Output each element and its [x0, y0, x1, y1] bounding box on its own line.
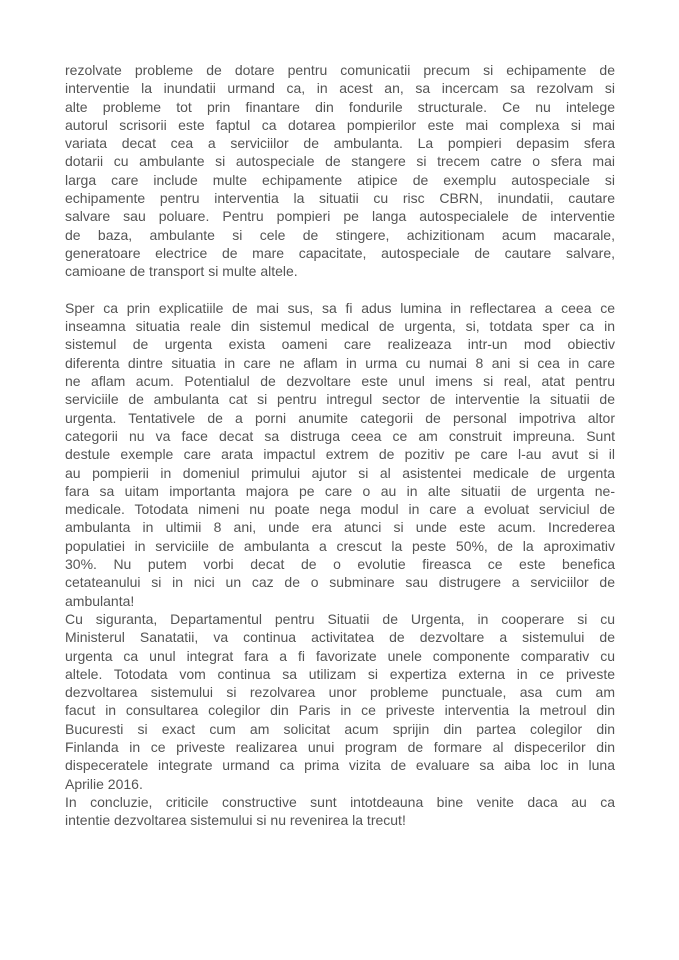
text-line: populatiei in serviciile de ambulanta a crescut la peste 50%, de la aproximativ	[65, 537, 615, 554]
text-line: diferenta dintre situatia in care ne aflam in urma cu numai 8 ani si cea in care	[65, 354, 615, 371]
text-line: urgenta. Tentativele de a porni anumite categorii de personal impotriva altor	[65, 409, 615, 426]
paragraph	[65, 610, 615, 793]
text-line: Aprilie 2016.	[65, 775, 143, 792]
paragraph	[65, 61, 615, 281]
text-line: ambulanta in ultimii 8 ani, unde era atunci si unde este acum. Increderea	[65, 519, 615, 536]
document-page	[65, 61, 615, 829]
text-line: altele. Totodata vom continua sa utilizam si expertiza externa in ce priveste	[65, 665, 615, 682]
text-line: facut in consultarea colegilor din Paris in ce priveste interventia la metroul din	[65, 702, 615, 719]
text-line: dezvoltarea sistemului si rezolvarea unor probleme punctuale, asa cum am	[65, 684, 615, 701]
text-line: rezolvate probleme de dotare pentru comunicatii precum si echipamente de	[65, 62, 615, 78]
text-line: destule exemple care arata impactul extrem de pozitiv pe care l-au avut si il	[65, 446, 615, 463]
text-line: sistemul de urgenta exista oameni care realizeaza intr-un mod obiectiv	[65, 336, 615, 353]
text-line: Finlanda in ce priveste realizarea unui program de formare al dispecerilor din	[65, 738, 615, 755]
text-line: alte probleme tot prin finantare din fondurile structurale. Ce nu intelege	[65, 98, 615, 115]
text-line: In concluzie, criticile constructive sunt intotdeauna bine venite daca au ca	[65, 793, 615, 810]
text-line: Sper ca prin explicatiile de mai sus, sa fi adus lumina in reflectarea a ceea ce	[65, 299, 615, 316]
text-line: de baza, ambulante si cele de stingere, achizitionam acum macarale,	[65, 226, 615, 243]
text-line: Bucuresti si exact cum am solicitat acum sprijin din partea colegilor din	[65, 720, 615, 737]
text-line: interventie la inundatii urmand ca, in acest an, sa incercam sa rezolvam si	[65, 80, 615, 97]
text-line: echipamente pentru interventia la situatii cu risc CBRN, inundatii, cautare	[65, 190, 615, 207]
text-line: ambulanta!	[65, 592, 135, 609]
text-line: au pompierii in domeniul primului ajutor si al asistentei medicale de urgenta	[65, 464, 615, 481]
text-line: camioane de transport si multe altele.	[65, 263, 298, 280]
paragraph	[65, 299, 615, 610]
text-line: medicale. Totodata nimeni nu poate nega modul in care a evoluat serviciul de	[65, 501, 615, 518]
paragraph	[65, 793, 615, 830]
text-line: ne aflam acum. Potentialul de dezvoltare este unul imens si real, atat pentru	[65, 373, 615, 390]
text-line: autorul scrisorii este faptul ca dotarea pompierilor este mai complexa si mai	[65, 116, 615, 133]
text-line: Cu siguranta, Departamentul pentru Situatii de Urgenta, in cooperare si cu	[65, 610, 615, 627]
text-line: fara sa uitam importanta majora pe care o au in alte situatii de urgenta ne-	[65, 482, 615, 499]
text-line: inseamna situatia reale din sistemul medical de urgenta, si, totdata sper ca in	[65, 318, 615, 335]
text-line: salvare sau poluare. Pentru pompieri pe langa autospecialele de interventie	[65, 208, 615, 225]
text-line: cetateanului si in nici un caz de o subminare sau distrugere a serviciilor de	[65, 574, 615, 591]
text-line: 30%. Nu putem vorbi decat de o evolutie fireasca ce este benefica	[65, 556, 615, 573]
text-line: dispeceratele integrate urmand ca prima vizita de evaluare sa aiba loc in luna	[65, 757, 615, 774]
text-line: generatoare electrice de mare capacitate, autospeciale de cautare salvare,	[65, 244, 615, 261]
text-line: larga care include multe echipamente atipice de exemplu autospeciale si	[65, 171, 615, 188]
text-line: serviciile de ambulanta cat si pentru intregul sector de interventie la situatii de	[65, 391, 615, 408]
text-line: Ministerul Sanatatii, va continua activitatea de dezvoltare a sistemului de	[65, 629, 615, 646]
text-line: variata decat cea a serviciilor de ambulanta. La pompieri depasim sfera	[65, 135, 615, 152]
text-line: categorii nu va face decat sa distruga ceea ce am construit impreuna. Sunt	[65, 427, 615, 444]
text-line: urgenta ca unul integrat fara a fi favorizate unele componente comparativ cu	[65, 647, 615, 664]
text-line: intentie dezvoltarea sistemului si nu revenirea la trecut!	[65, 812, 406, 829]
text-line: dotarii cu ambulante si autospeciale de stangere si trecem catre o sfera mai	[65, 153, 615, 170]
